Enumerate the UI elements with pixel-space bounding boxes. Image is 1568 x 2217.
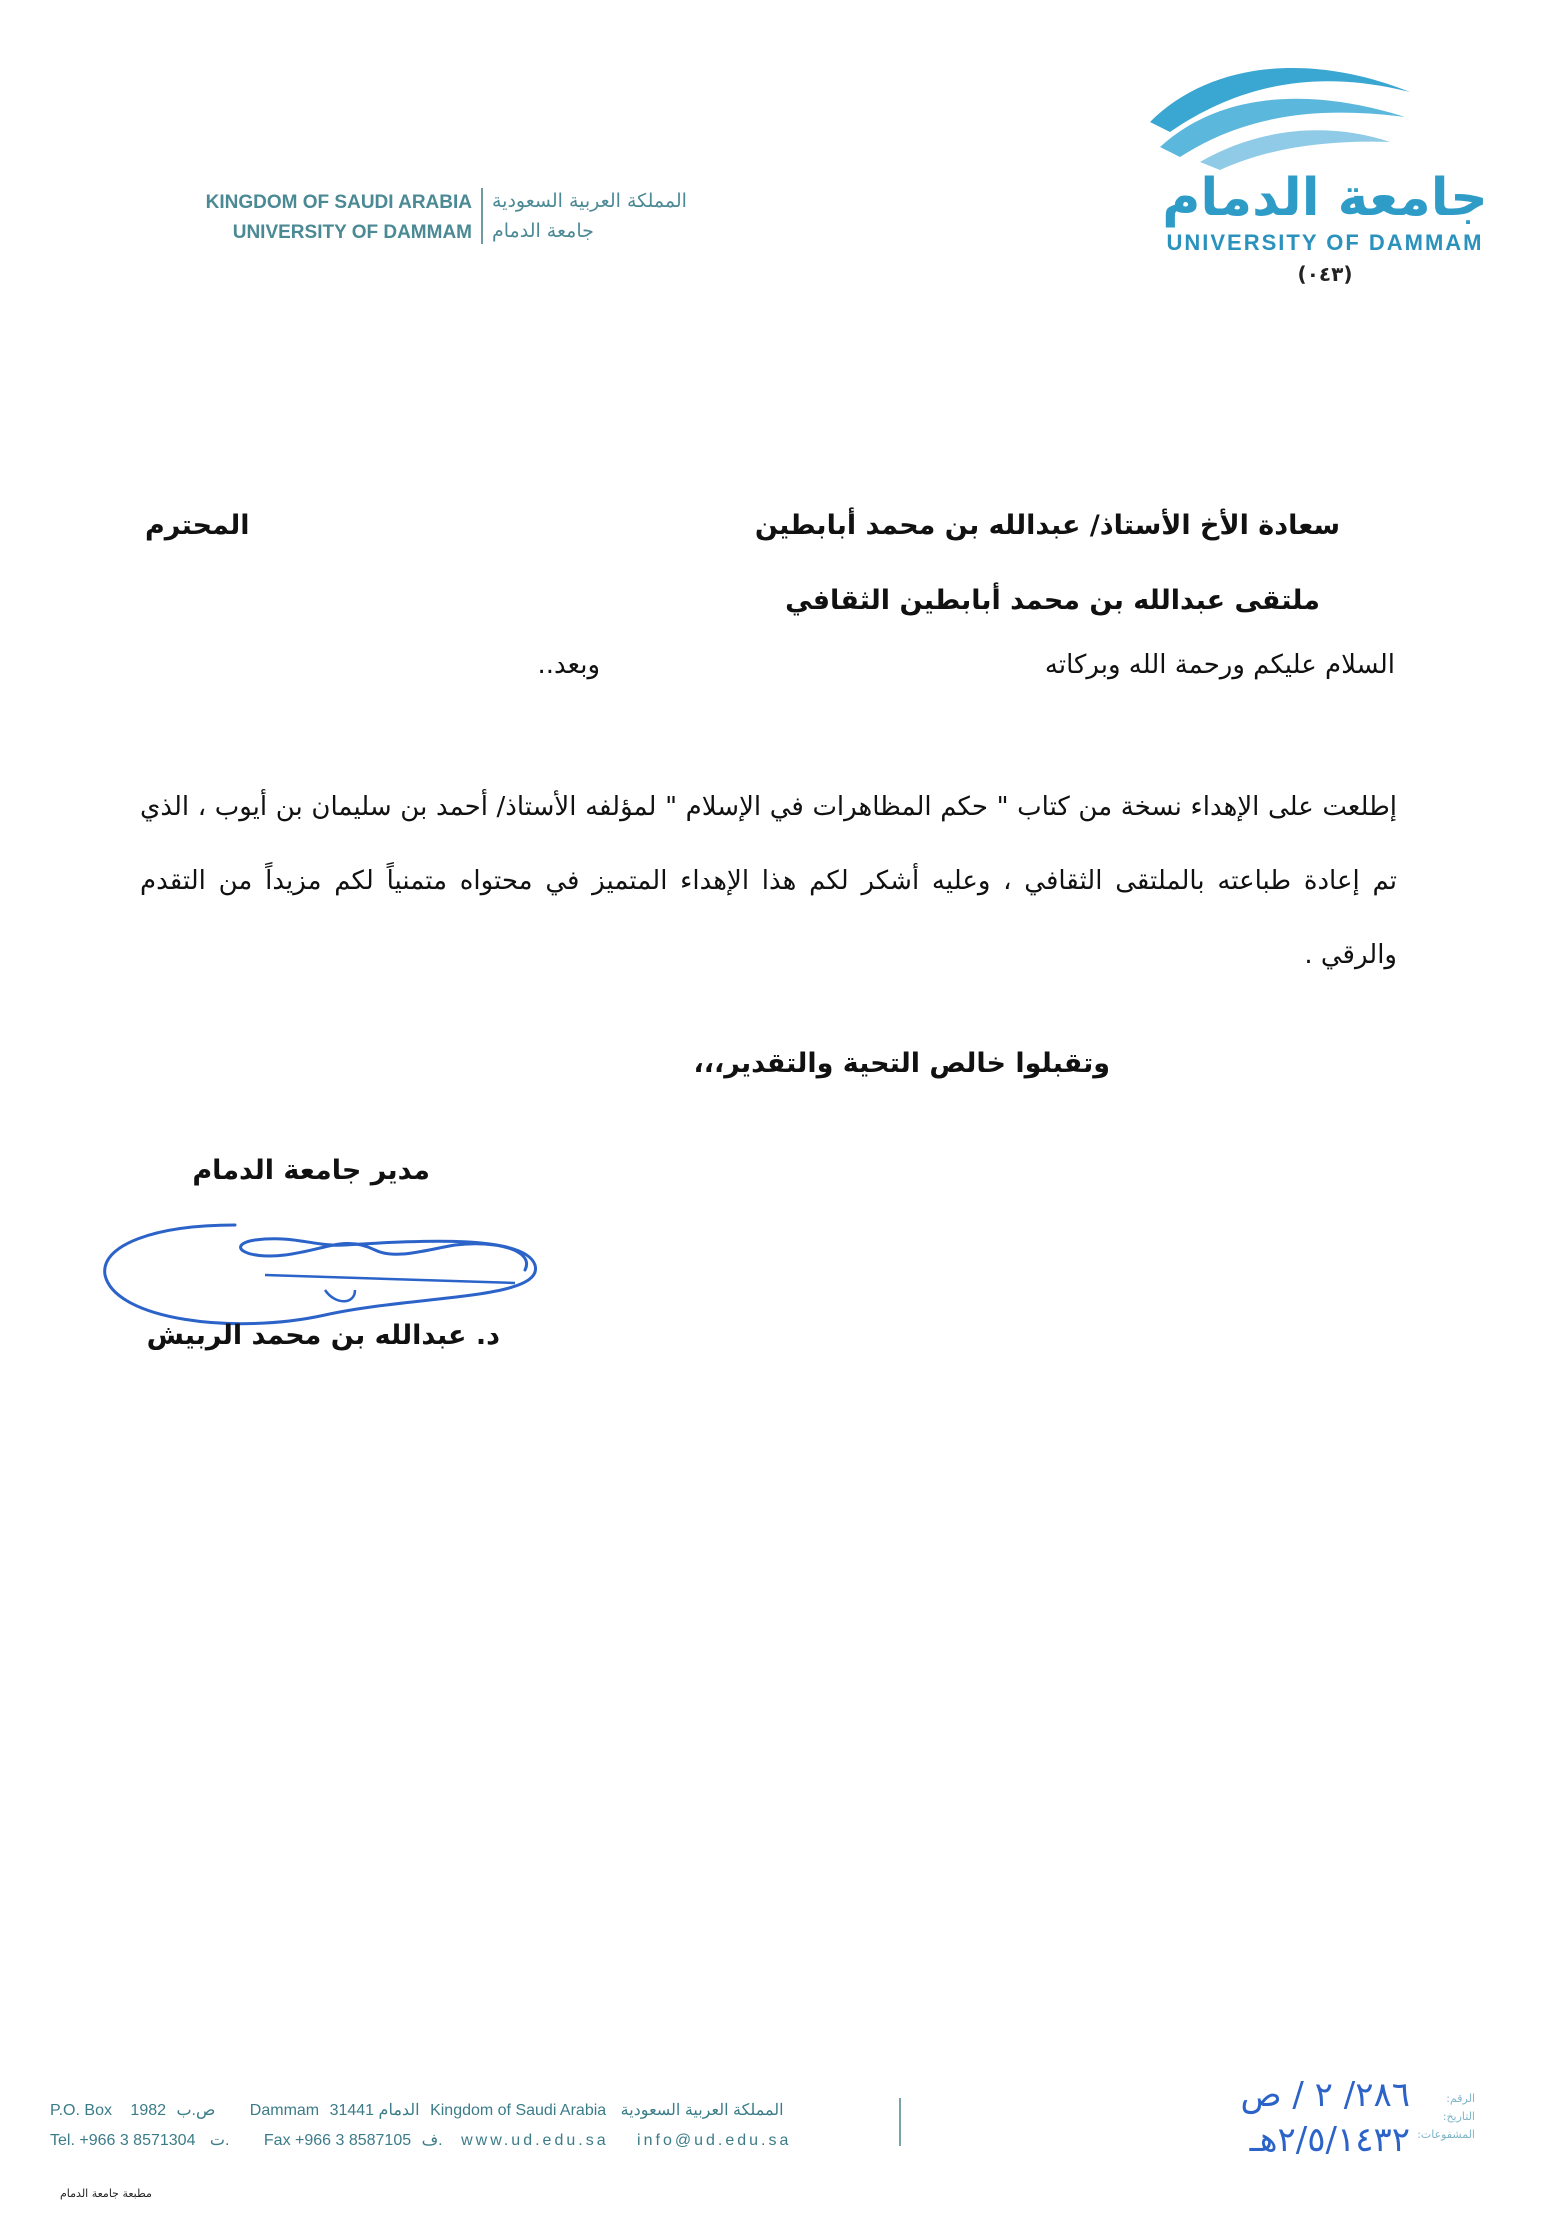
- ref-date-handwritten: ٢/٥/١٤٣٢هـ: [1249, 2120, 1410, 2160]
- greeting: السلام عليكم ورحمة الله وبركاته: [1044, 650, 1395, 680]
- logo-english-name: UNIVERSITY OF DAMMAM: [1166, 230, 1484, 255]
- ref-date-label: التاريخ:: [1442, 2110, 1475, 2123]
- ref-attachments-label: المشفوعات:: [1417, 2128, 1475, 2141]
- header-kingdom-ar: المملكة العربية السعودية: [492, 190, 687, 212]
- header-kingdom-en: KINGDOM OF SAUDI ARABIA: [205, 192, 472, 213]
- closing-line: وتقبلوا خالص التحية والتقدير،،،: [693, 1048, 1110, 1079]
- footer-city: Dammam: [249, 2102, 320, 2119]
- handwritten-signature: [95, 1195, 555, 1335]
- header-english: [172, 188, 472, 248]
- footer-website: www.ud.edu.sa: [461, 2132, 609, 2149]
- header-arabic: [492, 186, 772, 246]
- footer-city-ar: الدمام: [378, 2102, 420, 2119]
- footer-postal: 31441: [329, 2102, 375, 2119]
- printer-note: مطبعة جامعة الدمام: [60, 2187, 152, 2200]
- footer-country: Kingdom of Saudi Arabia: [430, 2102, 607, 2119]
- salutation: سعادة الأخ الأستاذ/ عبدالله بن محمد أبابطين: [754, 510, 1340, 541]
- header-university-en: UNIVERSITY OF DAMMAM: [232, 222, 472, 243]
- footer-fax: Fax +966 3 8587105: [263, 2132, 412, 2149]
- logo-arabic-name: جامعة الدمام: [1162, 168, 1488, 228]
- ref-number-label: الرقم:: [1446, 2092, 1475, 2105]
- footer-pobox-number: 1982: [130, 2102, 167, 2119]
- footer-tel-ar: ت.: [209, 2132, 230, 2149]
- footer-tel: Tel. +966 3 8571304: [50, 2132, 196, 2149]
- logo-code: (٠٤٣): [1297, 262, 1353, 286]
- header-university-ar: جامعة الدمام: [492, 220, 594, 242]
- footer-pobox-label: P.O. Box: [50, 2102, 112, 2119]
- reference-labels: [1415, 2090, 1475, 2144]
- footer-fax-ar: ف.: [421, 2132, 443, 2149]
- footer-country-ar: المملكة العربية السعودية: [620, 2102, 784, 2119]
- letter-body: إطلعت على الإهداء نسخة من كتاب " حكم المظاهرات في الإسلام " لمؤلفه الأستاذ/ أحمد بن سليمان بن أيوب ، الذي تم إعادة طباعته بالملتقى الثقافي ، وعليه أشكر لكم هذا الإهداء المتميز في محتواه متمنياً لكم مزيداً من التقدم والرقي .: [140, 792, 1397, 970]
- footer-contact: [50, 2130, 900, 2150]
- footer-divider: [899, 2098, 901, 2146]
- greeting-after: وبعد..: [537, 650, 600, 680]
- signatory-title: مدير جامعة الدمام: [192, 1155, 430, 1186]
- ref-number-handwritten: ٢٨٦/ ٢ / ص: [1240, 2075, 1410, 2115]
- signatory-name: د. عبدالله بن محمد الربيش: [146, 1320, 500, 1351]
- header-divider: [481, 188, 483, 244]
- footer-address: [50, 2100, 900, 2120]
- organization-line: ملتقى عبدالله بن محمد أبابطين الثقافي: [785, 585, 1320, 616]
- university-logo-waves-icon: [1140, 52, 1420, 172]
- honorific: المحترم: [145, 510, 250, 541]
- footer-email: info@ud.edu.sa: [637, 2132, 792, 2149]
- footer-pobox-ar: ص.ب: [176, 2102, 216, 2119]
